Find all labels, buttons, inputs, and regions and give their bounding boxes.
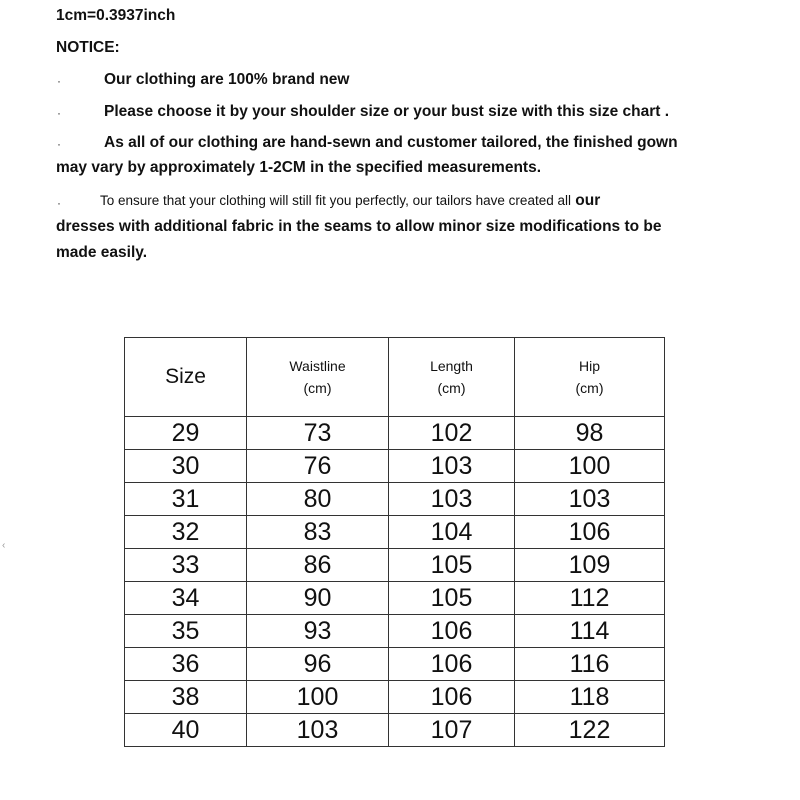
unit-conversion: 1cm=0.3937inch (56, 7, 176, 24)
table-row (125, 417, 665, 450)
notice-heading: NOTICE: (56, 39, 120, 56)
bullet-3: · (57, 137, 61, 151)
hip-cell: 106 (515, 516, 665, 549)
length-cell: 106 (389, 648, 515, 681)
waistline-cell: 103 (247, 714, 389, 747)
hip-cell: 112 (515, 582, 665, 615)
header-length-label: Length (430, 358, 473, 374)
waistline-cell: 80 (247, 483, 389, 516)
length-cell: 105 (389, 582, 515, 615)
header-size-label: Size (165, 365, 206, 388)
table-row (125, 714, 665, 747)
size-cell: 33 (125, 549, 247, 582)
waistline-cell: 100 (247, 681, 389, 714)
table-row (125, 615, 665, 648)
notice-choose-size: Please choose it by your shoulder size or your bust size with this size chart . (104, 103, 670, 120)
notice-fit (100, 192, 600, 210)
notice-fit-cont: dresses with additional fabric in the seams to allow minor size modifications to be (56, 218, 662, 235)
length-cell: 102 (389, 417, 515, 450)
length-cell: 103 (389, 483, 515, 516)
size-chart-header-row (125, 338, 665, 417)
notice-fit-text: To ensure that your clothing will still fit you perfectly, our tailors have created all (100, 193, 571, 208)
notice-brand-new: Our clothing are 100% brand new (104, 71, 350, 88)
waistline-cell: 73 (247, 417, 389, 450)
stray-mark: ‹ (2, 540, 6, 551)
waistline-cell: 93 (247, 615, 389, 648)
hip-cell: 122 (515, 714, 665, 747)
waistline-cell: 96 (247, 648, 389, 681)
bullet-1: · (57, 74, 61, 88)
length-cell: 105 (389, 549, 515, 582)
length-cell: 107 (389, 714, 515, 747)
table-row (125, 516, 665, 549)
length-cell: 103 (389, 450, 515, 483)
size-chart-table (124, 337, 665, 747)
waistline-cell: 90 (247, 582, 389, 615)
hip-cell: 114 (515, 615, 665, 648)
table-row (125, 549, 665, 582)
hip-cell: 103 (515, 483, 665, 516)
header-waistline (247, 338, 389, 417)
bullet-4: · (57, 196, 61, 210)
size-cell: 35 (125, 615, 247, 648)
size-cell: 29 (125, 417, 247, 450)
header-waistline-unit: (cm) (303, 380, 332, 396)
length-cell: 106 (389, 615, 515, 648)
hip-cell: 100 (515, 450, 665, 483)
notice-fit-end: made easily. (56, 244, 148, 261)
header-size (125, 338, 247, 417)
size-cell: 34 (125, 582, 247, 615)
size-cell: 40 (125, 714, 247, 747)
length-cell: 104 (389, 516, 515, 549)
size-cell: 30 (125, 450, 247, 483)
size-cell: 36 (125, 648, 247, 681)
waistline-cell: 86 (247, 549, 389, 582)
bullet-2: · (57, 106, 61, 120)
header-hip (515, 338, 665, 417)
hip-cell: 98 (515, 417, 665, 450)
header-length (389, 338, 515, 417)
size-chart-body (125, 417, 665, 747)
waistline-cell: 83 (247, 516, 389, 549)
notice-hand-sewn-cont: may vary by approximately 1-2CM in the specified measurements. (56, 159, 541, 176)
length-cell: 106 (389, 681, 515, 714)
header-waistline-label: Waistline (289, 358, 346, 374)
notice-hand-sewn: As all of our clothing are hand-sewn and customer tailored, the finished gown (104, 134, 678, 151)
table-row (125, 582, 665, 615)
size-cell: 31 (125, 483, 247, 516)
waistline-cell: 76 (247, 450, 389, 483)
hip-cell: 116 (515, 648, 665, 681)
header-length-unit: (cm) (437, 380, 466, 396)
size-cell: 38 (125, 681, 247, 714)
hip-cell: 118 (515, 681, 665, 714)
size-cell: 32 (125, 516, 247, 549)
table-row (125, 648, 665, 681)
table-row (125, 483, 665, 516)
header-hip-label: Hip (578, 358, 600, 374)
table-row (125, 681, 665, 714)
hip-cell: 109 (515, 549, 665, 582)
header-hip-unit: (cm) (575, 380, 604, 396)
notice-fit-bold: our (575, 192, 601, 209)
table-row (125, 450, 665, 483)
